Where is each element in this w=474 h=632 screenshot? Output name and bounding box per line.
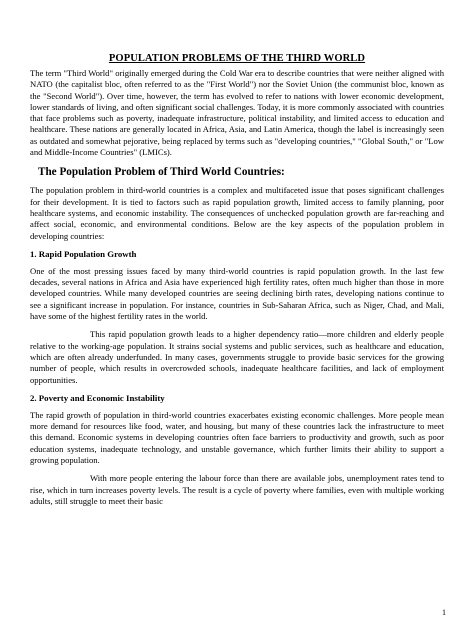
page-content <box>30 52 444 514</box>
paragraph-rapid-growth-1: One of the most pressing issues faced by many third-world countries is rapid population growth. In the last few decades, several nations in Africa and Asia have experienced high fertility rates, often much higher than those in more developed countries. While many developed countries are seeing declining birth rates, developing nations continue to see a significant increase in population. For instance, countries in Sub-Saharan Africa, such as Niger, Chad, and Mali, have some of the highest fertility rates in the world. <box>30 265 444 322</box>
section-heading: The Population Problem of Third World Countries: <box>38 166 285 179</box>
paragraph-rapid-growth-2: This rapid population growth leads to a higher dependency ratio—more children and elderly people relative to the working-age population. It strains social systems and public services, such as healthcare and education, which are often already underfunded. In many cases, governments struggle to provide basic services for the growing number of people, which results in overcrowded schools, inadequate healthcare facilities, and lack of employment opportunities. <box>30 329 444 385</box>
paragraph-poverty-2: With more people entering the labour force than there are available jobs, unemployment rates tend to rise, which in turn increases poverty levels. The result is a cycle of poverty where families, even with multiple working adults, still struggle to meet their basic <box>30 473 444 506</box>
document-title: POPULATION PROBLEMS OF THE THIRD WORLD <box>108 53 366 64</box>
page-number: 1 <box>442 608 446 617</box>
intro-paragraph: The term "Third World" originally emerged during the Cold War era to describe countries that were neither aligned with NATO (the capitalist bloc, often referred to as the "First World") nor the Soviet Union (the communist bloc, known as the "Second World"). Over time, however, the term has evolved to refer to nations with lower economic development, lower standards of living, and often significant social challenges. Today, it is more commonly associated with countries that face problems such as poverty, inadequate infrastructure, political instability, and limited access to education and healthcare. These nations are generally located in Africa, Asia, and Latin America, though the label is increasingly seen as outdated and somewhat pejorative, being replaced by terms such as "developing countries," "Global South," or "Low and Middle-Income Countries" (LMICs). <box>30 68 444 158</box>
section-intro-paragraph: The population problem in third-world countries is a complex and multifaceted issue that poses significant challenges for their development. It is tied to factors such as rapid population growth, limited access to family planning, poor healthcare systems, and economic instability. The consequences of unchecked population growth are far-reaching and affect social, economic, and environmental conditions. Below are the key aspects of the population problem in developing countries: <box>30 185 444 241</box>
subsection-heading-poverty: 2. Poverty and Economic Instability <box>30 392 165 403</box>
subsection-heading-rapid-growth: 1. Rapid Population Growth <box>30 248 137 259</box>
paragraph-poverty-1: The rapid growth of population in third-world countries exacerbates existing economic challenges. More people mean more demand for resources like food, water, and housing, but many of these countries lack the infrastructure to meet this demand. Economic systems in developing countries often face barriers to productivity and growth, such as poor education systems, inadequate technology, and unstable governance, which further limits their ability to support a growing population. <box>30 409 444 466</box>
